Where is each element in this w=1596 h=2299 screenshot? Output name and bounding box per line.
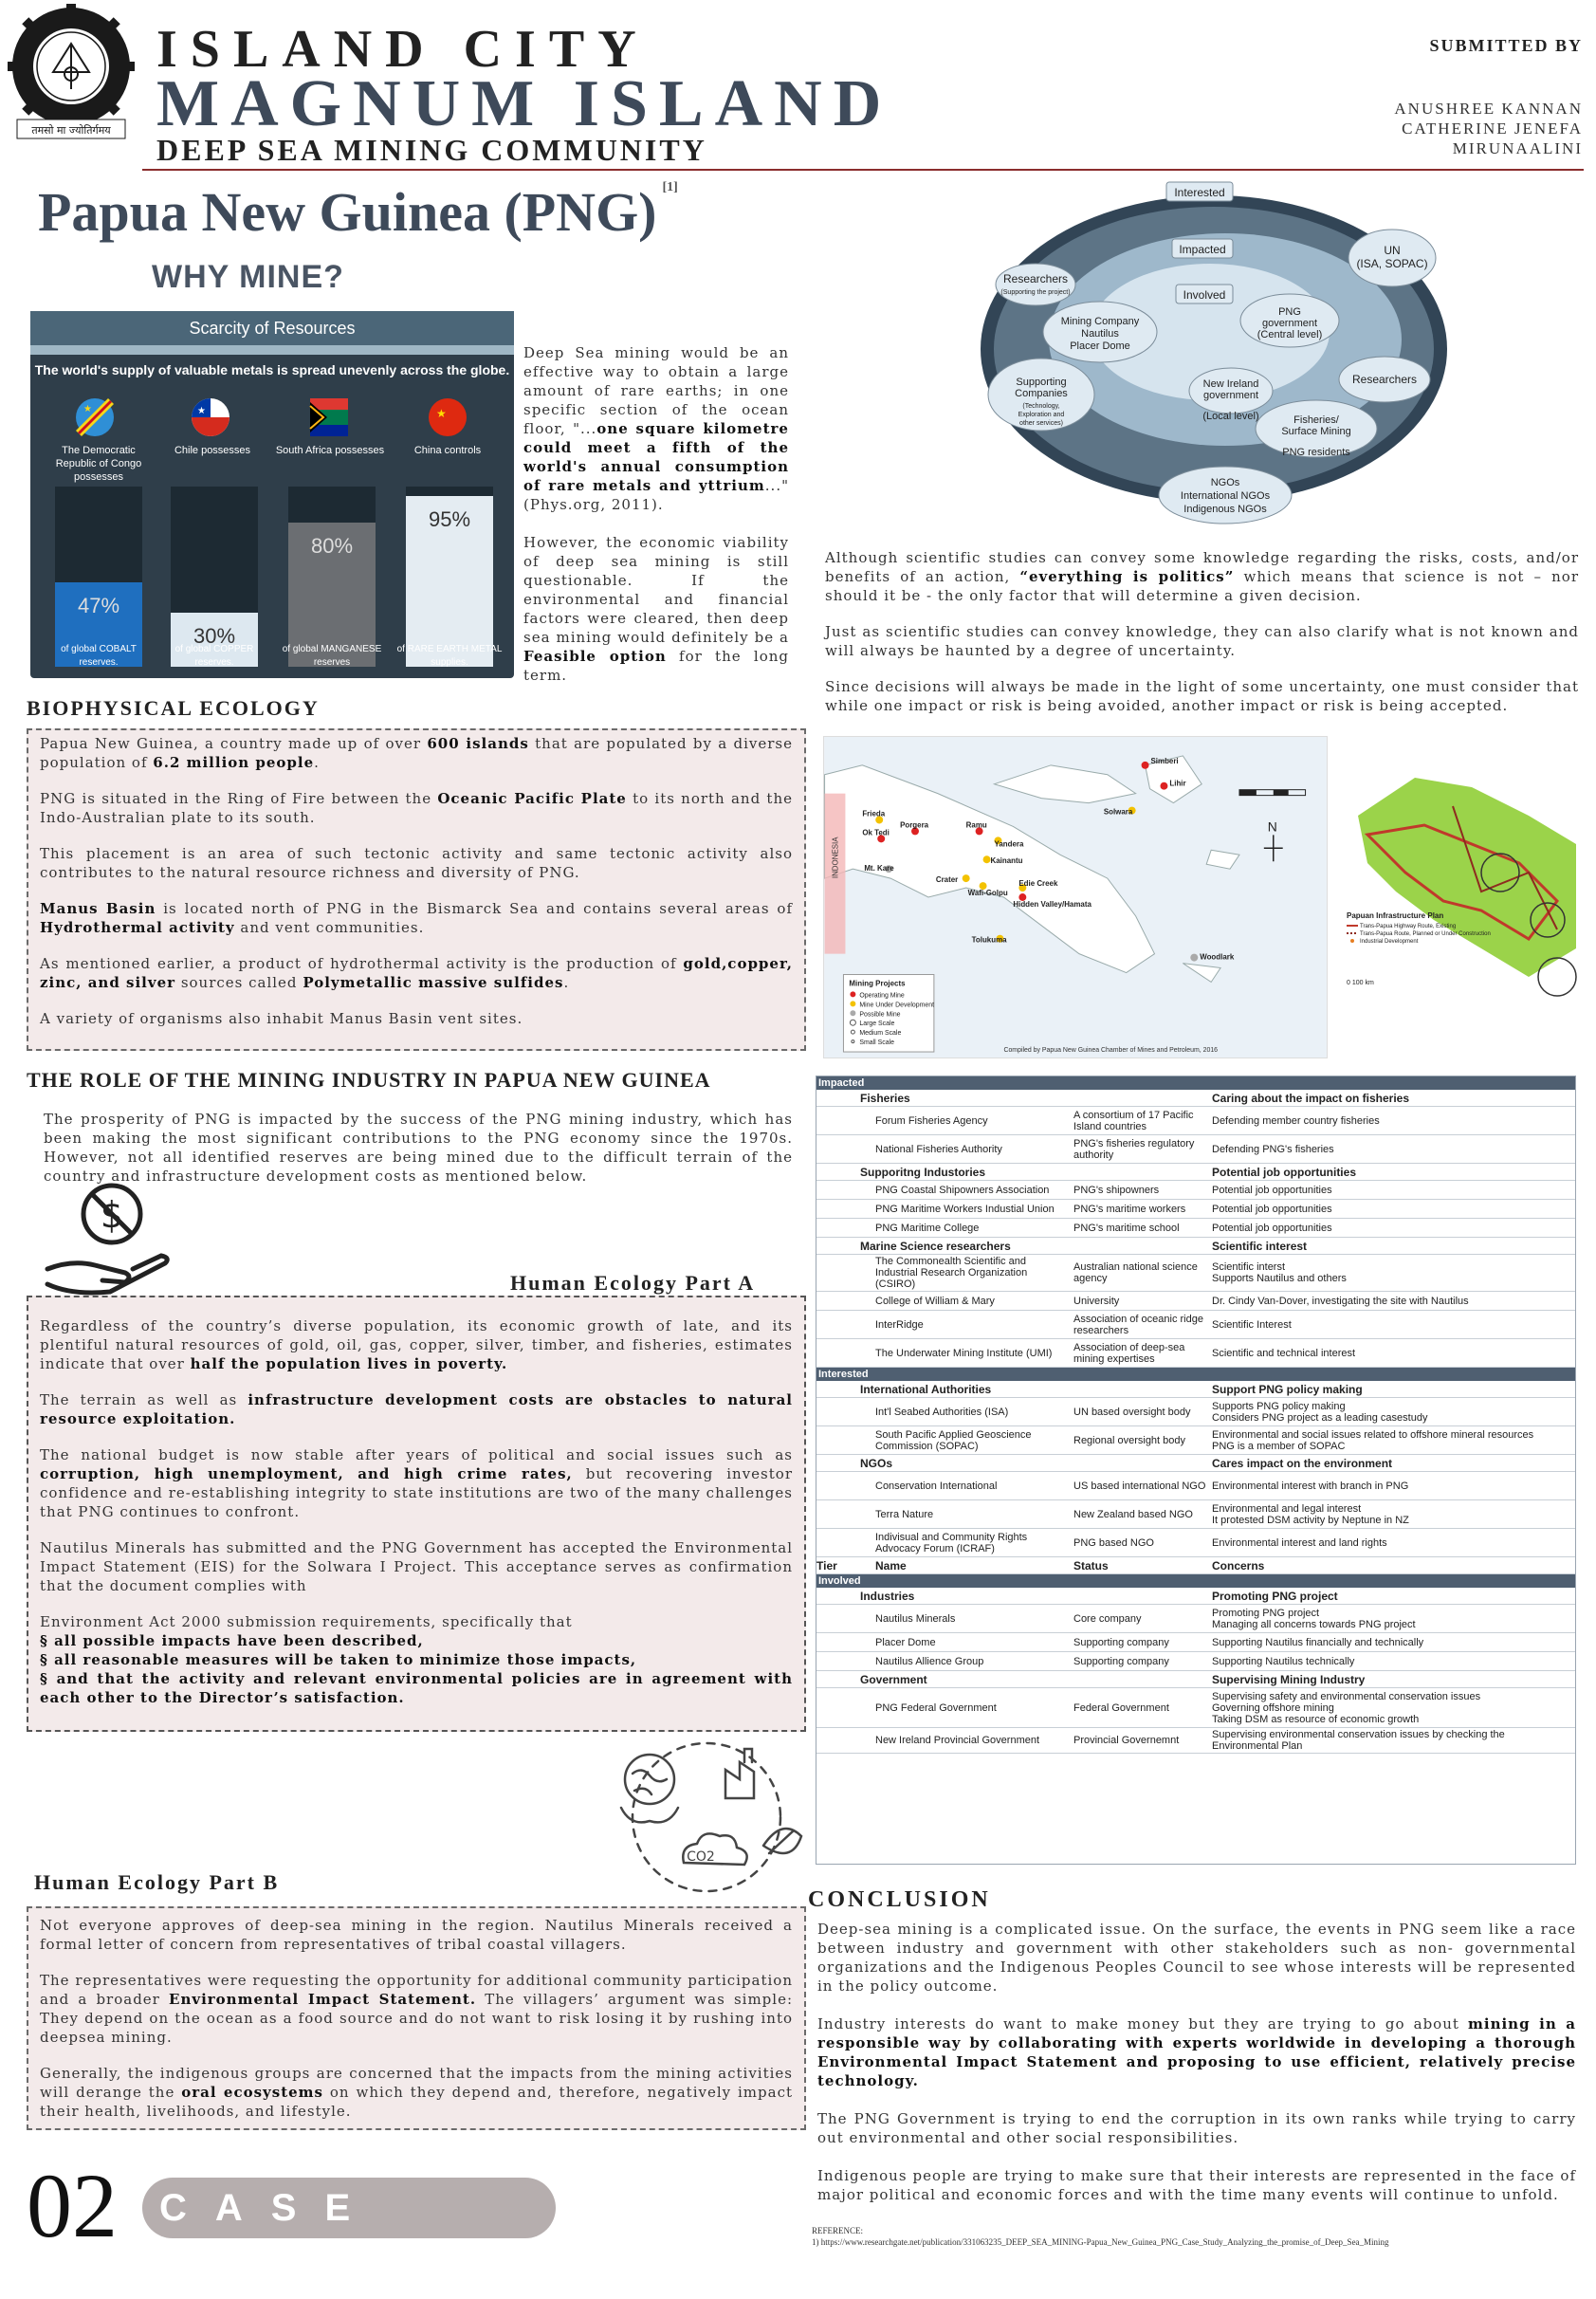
svg-text:Trans-Papua Route, Planned or: Trans-Papua Route, Planned or Under Construction xyxy=(1360,931,1491,937)
svg-text:Woodlark: Woodlark xyxy=(1200,952,1235,962)
table-cell: The Commonealth Scientific and Industrial Research Organization (CSIRO) xyxy=(875,1256,1028,1290)
hea-paragraph-4: Nautilus Minerals has submitted and the PNG Government has accepted the Environmental Impact Statement (EIS) for the Solwara I Project. This acceptance serves as confirmation that the document complies with xyxy=(40,1539,793,1594)
table-cell: New Zealand based NGO xyxy=(1073,1508,1193,1520)
table-row xyxy=(816,1200,1575,1219)
table-cell xyxy=(816,1255,834,1291)
table-cell xyxy=(816,1339,834,1367)
table-row xyxy=(816,1633,1575,1652)
reference-link[interactable]: 1) https://www.researchgate.net/publication/331063235_DEEP_SEA_MINING-Papua_New_Guinea_PNG_Case_Study_Analyzing_the_promise_of_Deep_Sea_Mining xyxy=(812,2237,1389,2247)
resource-label: of RARE EARTH METAL supplies. xyxy=(396,644,503,668)
table-cell: PNG based NGO xyxy=(1073,1536,1154,1549)
table-cell xyxy=(816,1671,834,1687)
diagram-interested: Interested xyxy=(1174,186,1225,199)
table-cell: Marine Science researchers xyxy=(860,1239,1011,1253)
table-cell: Supporting company xyxy=(1073,1655,1169,1667)
svg-text:(Central level): (Central level) xyxy=(1257,329,1323,340)
table-cell xyxy=(816,1500,834,1528)
politics-paragraph-1: Although scientific studies can convey some knowledge regarding the risks, costs, and/or benefits of an action, “everything is politics” which means that science is not – nor should it be - the only factor that will determine a given decision. xyxy=(825,549,1579,604)
table-cell: Defending PNG's fisheries xyxy=(1212,1143,1334,1155)
resource-percent: 30% xyxy=(193,624,236,648)
diagram-new-ireland: New Ireland xyxy=(1202,378,1259,390)
authors-list xyxy=(1394,99,1583,158)
svg-text:Companies: Companies xyxy=(1015,388,1068,399)
svg-text:Medium Scale: Medium Scale xyxy=(859,1030,902,1038)
infrastructure-map xyxy=(1339,759,1578,1007)
conclusion-paragraph-1: Deep-sea mining is a complicated issue. On the surface, the events in PNG seem like a race between industry and government with other stakeholders such as non- governmental organizations and the Indigenous Peoples Council to see whose interests will be represented in the policy outcome. xyxy=(817,1921,1576,1995)
bio-paragraph-6: A variety of organisms also inhabit Manus Basin vent sites. xyxy=(40,1010,523,1027)
submitted-by-label: SUBMITTED BY xyxy=(1429,36,1583,55)
table-cell xyxy=(816,1200,834,1218)
table-row xyxy=(816,1605,1575,1633)
svg-text:Small Scale: Small Scale xyxy=(859,1039,894,1047)
bio-paragraph-3: This placement is an area of such tectonic activity and same tectonic activity also contributes to the natural resource richness and diversity of PNG. xyxy=(40,845,793,881)
svg-text:Yandera: Yandera xyxy=(994,839,1024,849)
table-row xyxy=(816,1529,1575,1557)
table-row xyxy=(816,1107,1575,1135)
table-cell: Name xyxy=(875,1558,907,1573)
table-row xyxy=(816,1292,1575,1311)
svg-text:Solwara: Solwara xyxy=(1103,807,1133,817)
table-cell: A consortium of 17 Pacific Island countries xyxy=(1073,1109,1194,1132)
table-cell: Supports PNG policy making Considers PNG project as a leading casestudy xyxy=(1212,1400,1428,1424)
diagram-png-gov: PNG xyxy=(1278,306,1301,318)
resource-percent: 47% xyxy=(77,593,120,617)
table-group-row xyxy=(816,1164,1575,1181)
role-text: The prosperity of PNG is impacted by the success of the PNG mining industry, which has been making the most significant contributions to the PNG economy since the 1970s. However, not all identified reserves are being mined due to the difficult terrain of the country and infrastructure development costs as mentioned below. xyxy=(44,1111,793,1185)
table-cell: Cares impact on the environment xyxy=(1212,1456,1393,1470)
svg-text:★: ★ xyxy=(197,406,206,416)
table-cell: The Underwater Mining Institute (UMI) xyxy=(875,1347,1053,1359)
human-ecology-a-box xyxy=(27,1296,806,1732)
table-cell xyxy=(816,1472,834,1499)
svg-text:Simberi: Simberi xyxy=(1150,756,1179,765)
table-cell: Supporting company xyxy=(1073,1636,1169,1648)
table-cell: Dr. Cindy Van-Dover, investigating the site with Nautilus xyxy=(1212,1295,1469,1307)
politics-paragraph-2: Just as scientific studies can convey knowledge, they can also clarify what is not known and will always be haunted by a degree of uncertainty. xyxy=(825,623,1579,659)
table-cell: Caring about the impact on fisheries xyxy=(1212,1091,1410,1105)
table-cell: PNG's maritime school xyxy=(1073,1222,1180,1234)
table-cell: Core company xyxy=(1073,1612,1142,1625)
no-money-hand-icon xyxy=(44,1178,176,1301)
resource-label: of global COPPER reserves. xyxy=(174,644,254,668)
table-cell: Potential job opportunities xyxy=(1212,1222,1332,1234)
svg-text:Operating Mine: Operating Mine xyxy=(859,992,905,1000)
case-study-badge: CASE STUDY xyxy=(142,2178,556,2238)
table-group-row xyxy=(816,1588,1575,1605)
hea-paragraph-5: Environment Act 2000 submission requirements, specifically that xyxy=(40,1613,573,1630)
page-title: Papua New Guinea (PNG) [1] xyxy=(38,180,678,243)
svg-text:other services): other services) xyxy=(1019,420,1063,427)
table-cell xyxy=(1071,1381,1209,1397)
table-cell: Environmental and social issues related to offshore mineral resources PNG is a member of SOPAC xyxy=(1212,1428,1534,1452)
table-row xyxy=(816,1135,1575,1164)
table-cell: New Ireland Provincial Government xyxy=(875,1735,1040,1746)
header-magnum-island: MAGNUM ISLAND xyxy=(156,67,893,140)
infographic-subtitle: The world's supply of valuable metals is spread unevenly across the globe. xyxy=(34,362,510,377)
table-row xyxy=(816,1472,1575,1500)
environment-icon xyxy=(593,1741,820,1907)
table-row xyxy=(816,1728,1575,1754)
institute-logo xyxy=(4,6,138,140)
table-cell: PNG's shipowners xyxy=(1073,1184,1160,1196)
politics-paragraph-3: Since decisions will always be made in the light of some uncertainty, one must consider that while one impact or risk is being avoided, another impact or risk is being accepted. xyxy=(825,678,1580,714)
heb-paragraph-2: The representatives were requesting the opportunity for additional community participation and a broader Environmental Impact Statement. The villagers’ argument was simple: They depend on the ocean as a food source and do not want to risk losing it by rushing into deepsea mining. xyxy=(40,1972,793,2046)
svg-text:Hidden Valley/Hamata: Hidden Valley/Hamata xyxy=(1013,899,1092,909)
table-tier-header: Impacted xyxy=(816,1076,1575,1090)
table-cell: College of William & Mary xyxy=(875,1295,995,1307)
table-row xyxy=(816,1311,1575,1339)
why-paragraph-1: Deep Sea mining would be an effective way to obtain a large amount of rare earths; in one specific section of the ocean floor, "...one square kilometre could meet a fifth of the world's annual consumption of rare metals and yttrium..." (Phys.org, 2011). xyxy=(523,344,789,513)
svg-text:International NGOs: International NGOs xyxy=(1180,490,1271,502)
table-cell xyxy=(1071,1090,1209,1106)
table-cell: Potential job opportunities xyxy=(1212,1184,1332,1196)
table-cell xyxy=(816,1605,834,1632)
hea-bullet-1: § all possible impacts have been described, xyxy=(40,1632,424,1649)
table-cell xyxy=(816,1181,834,1199)
table-row xyxy=(816,1426,1575,1455)
table-cell: Supervising environmental conservation issues by checking the Environmental Plan xyxy=(1212,1729,1505,1752)
drc-flag-icon xyxy=(76,398,114,436)
conclusion-paragraph-4: Indigenous people are trying to make sure that their interests are represented in the face of major political and economic forces and with the time many events will continue to unfold. xyxy=(817,2167,1576,2203)
hea-paragraph-1: Regardless of the country’s diverse population, its economic growth of late, and its plentiful natural resources of gold, oil, gas, copper, silver, timber, and fisheries, estimates indicate that over half the population lives in poverty. xyxy=(40,1317,793,1372)
role-title: THE ROLE OF THE MINING INDUSTRY IN PAPUA NEW GUINEA xyxy=(27,1068,711,1092)
table-cell: UN based oversight body xyxy=(1073,1406,1191,1418)
country-label: South Africa possesses xyxy=(275,445,385,456)
logo-motto: तमसो मा ज्योतिर्गमय xyxy=(31,124,111,137)
why-mine-heading: WHY MINE? xyxy=(152,259,344,295)
table-cell xyxy=(816,1455,834,1471)
table-cell: Scientific and technical interest xyxy=(1212,1347,1356,1359)
country-label: Chile possesses xyxy=(174,445,251,456)
table-tier-header: Involved xyxy=(816,1574,1575,1588)
country-label: China controls xyxy=(413,445,482,456)
map-indonesia-label: INDONESIA xyxy=(831,837,840,879)
table-cell: Status xyxy=(1073,1558,1109,1573)
conclusion-paragraph-3: The PNG Government is trying to end the corruption in its own ranks while trying to carry out environmental and other social responsibilities. xyxy=(817,2110,1576,2146)
title-reference: [1] xyxy=(662,180,678,194)
infra-map-scale: 0 100 km xyxy=(1347,980,1374,986)
resource-bar xyxy=(288,487,376,667)
conclusion-title: CONCLUSION xyxy=(808,1887,991,1912)
table-cell: PNG Federal Government xyxy=(875,1701,997,1714)
table-group-row xyxy=(816,1238,1575,1255)
table-cell: Federal Government xyxy=(1073,1701,1169,1714)
table-group-row xyxy=(816,1455,1575,1472)
resource-percent: 95% xyxy=(428,506,471,531)
header-community: DEEP SEA MINING COMMUNITY xyxy=(156,133,707,167)
human-ecology-b-title: Human Ecology Part B xyxy=(34,1870,280,1894)
north-arrow-icon: N xyxy=(1267,818,1277,835)
table-cell: Scientific interst Supports Nautilus and others xyxy=(1212,1261,1347,1284)
table-cell: PNG's maritime workers xyxy=(1073,1203,1186,1215)
table-cell xyxy=(816,1164,834,1180)
svg-text:Crater: Crater xyxy=(935,875,959,885)
table-cell: Scientific interest xyxy=(1212,1239,1308,1253)
diagram-mining-company: Mining Company xyxy=(1060,316,1140,327)
svg-text:Ok Tedi: Ok Tedi xyxy=(862,828,890,837)
infographic-header: Scarcity of Resources xyxy=(30,311,514,345)
conclusion-paragraph-2: Industry interests do want to make money but they are trying to go about mining in a responsible way by collaborating with experts worldwide in developing a thorough Environmental Impact Statement and proposing to use efficient, relatively precise technology. xyxy=(817,2015,1576,2089)
table-cell: Placer Dome xyxy=(875,1636,936,1648)
table-cell: Support PNG policy making xyxy=(1212,1382,1363,1396)
hea-bullet-2: § all reasonable measures will be taken to minimize those impacts, xyxy=(40,1651,637,1668)
table-cell xyxy=(816,1238,834,1254)
bio-paragraph-5: As mentioned earlier, a product of hydrothermal activity is the production of gold,copper, zinc, and silver sources called Polymetallic massive sulfides. xyxy=(40,955,793,991)
table-cell: Supervising Mining Industry xyxy=(1212,1672,1366,1686)
resource-label: of global COBALT reserves. xyxy=(61,644,137,668)
table-cell: Forum Fisheries Agency xyxy=(875,1114,988,1127)
table-row xyxy=(816,1339,1575,1368)
reference xyxy=(812,2225,1389,2248)
svg-text:(Technology,: (Technology, xyxy=(1022,403,1060,410)
table-cell: Supervising safety and environmental conservation issues Governing offshore mining Taking DSM as resource of economic growth xyxy=(1212,1690,1481,1725)
table-cell: Promoting PNG project xyxy=(1212,1589,1338,1603)
table-row xyxy=(816,1398,1575,1426)
table-cell: Australian national science agency xyxy=(1073,1261,1198,1284)
table-cell: Concerns xyxy=(1212,1558,1265,1573)
diagram-un-sub: (ISA, SOPAC) xyxy=(1356,257,1428,270)
table-row xyxy=(816,1181,1575,1200)
svg-text:Placer Dome: Placer Dome xyxy=(1070,340,1130,352)
co2-label: CO2 xyxy=(687,1849,715,1865)
south-africa-flag-icon xyxy=(310,398,348,436)
table-column-header xyxy=(816,1557,1575,1574)
table-cell: Industries xyxy=(860,1589,915,1603)
table-cell: International Authorities xyxy=(860,1382,992,1396)
table-cell: South Pacific Applied Geoscience Commission (SOPAC) xyxy=(875,1428,1032,1452)
table-cell xyxy=(816,1529,834,1556)
table-cell: PNG Maritime College xyxy=(875,1222,980,1234)
table-cell xyxy=(816,1688,834,1727)
hea-bullet-3: § and that the activity and relevant environmental policies are in agreement with each other to the Director’s satisfaction. xyxy=(40,1670,793,1706)
table-cell: Indivisual and Community Rights Advocacy Forum (ICRAF) xyxy=(875,1531,1028,1554)
table-cell: PNG Maritime Workers Industial Union xyxy=(875,1203,1055,1215)
table-cell: PNG's fisheries regulatory authority xyxy=(1073,1137,1195,1161)
table-cell: PNG Coastal Shipowners Association xyxy=(875,1184,1050,1196)
table-cell xyxy=(816,1633,834,1651)
table-cell: University xyxy=(1073,1295,1120,1307)
politics-text xyxy=(825,548,1579,732)
table-cell xyxy=(816,1652,834,1670)
table-cell xyxy=(816,1135,834,1163)
svg-text:Frieda: Frieda xyxy=(862,809,886,818)
table-row xyxy=(816,1219,1575,1238)
svg-text:Surface Mining: Surface Mining xyxy=(1281,426,1351,437)
author: ANUSHREE KANNAN xyxy=(1394,100,1583,118)
table-cell: Tier xyxy=(816,1558,837,1573)
table-cell: Scientific Interest xyxy=(1212,1318,1292,1331)
table-cell: Nautilus Minerals xyxy=(875,1612,956,1625)
svg-text:Edie Creek: Edie Creek xyxy=(1018,879,1058,889)
resource-bar xyxy=(55,487,142,667)
svg-text:Mine Under Development: Mine Under Development xyxy=(859,1002,935,1009)
table-cell: Int'l Seabed Authorities (ISA) xyxy=(875,1406,1009,1418)
map-legend-title: Mining Projects xyxy=(849,979,906,988)
table-row xyxy=(816,1255,1575,1292)
table-row xyxy=(816,1688,1575,1728)
table-group-row xyxy=(816,1090,1575,1107)
svg-text:Large Scale: Large Scale xyxy=(859,1021,895,1028)
table-cell: InterRidge xyxy=(875,1318,924,1331)
diagram-researchers-outer-sub: (Supporting the project) xyxy=(1000,289,1071,296)
svg-text:government: government xyxy=(1202,390,1259,401)
table-cell: NGOs xyxy=(860,1456,893,1470)
table-cell: National Fisheries Authority xyxy=(875,1143,1002,1155)
header-divider xyxy=(142,169,1584,171)
svg-text:Indigenous NGOs: Indigenous NGOs xyxy=(1183,504,1267,515)
bio-paragraph-1: Papua New Guinea, a country made up of over 600 islands that are populated by a diverse population of 6.2 million people. xyxy=(40,735,793,771)
heb-paragraph-3: Generally, the indigenous groups are concerned that the impacts from the mining activities will derange the oral ecosystems on which they depend and, therefore, negatively impact their health, livelihoods, and lifestyle. xyxy=(40,2065,794,2120)
table-tier-header: Interested xyxy=(816,1368,1575,1381)
table-cell: Environmental and legal interest It protested DSM activity by Neptune in NZ xyxy=(1212,1502,1409,1526)
svg-text:government: government xyxy=(1261,318,1318,329)
table-cell xyxy=(1071,1164,1209,1180)
bio-paragraph-4: Manus Basin is located north of PNG in the Bismarck Sea and contains several areas of Hydrothermal activity and vent communities. xyxy=(40,900,794,936)
infographic-band xyxy=(30,345,514,355)
resource-percent: 80% xyxy=(310,534,354,558)
svg-text:★: ★ xyxy=(83,404,92,414)
table-cell: Association of deep-sea mining expertises xyxy=(1073,1341,1185,1365)
china-flag-icon xyxy=(429,398,467,436)
infra-map-title: Papuan Infrastructure Plan xyxy=(1347,911,1444,920)
biophysical-title: BIOPHYSICAL ECOLOGY xyxy=(27,696,320,720)
table-cell: Supporitng Industories xyxy=(860,1165,985,1179)
table-cell: Potential job opportunities xyxy=(1212,1165,1356,1179)
why-mine-text xyxy=(523,343,789,704)
table-cell xyxy=(1071,1455,1209,1471)
table-cell: Regional oversight body xyxy=(1073,1434,1186,1446)
resource-label: of global MANGANESE reserves xyxy=(282,644,382,668)
table-cell xyxy=(816,1090,834,1106)
human-ecology-a-title: Human Ecology Part A xyxy=(510,1271,756,1295)
table-cell xyxy=(1071,1238,1209,1254)
table-cell xyxy=(816,1588,834,1604)
svg-text:Tolukuma: Tolukuma xyxy=(971,935,1007,945)
biophysical-box xyxy=(27,728,806,1051)
svg-text:Possible Mine: Possible Mine xyxy=(859,1011,901,1019)
svg-text:Exploration and: Exploration and xyxy=(1018,412,1065,418)
table-cell xyxy=(816,1311,834,1338)
mining-projects-map xyxy=(823,736,1328,1058)
svg-text:Kainantu: Kainantu xyxy=(990,856,1023,866)
svg-text:Ramu: Ramu xyxy=(965,820,987,830)
diagram-local-level: (Local level) xyxy=(1202,411,1259,422)
svg-text:Lihir: Lihir xyxy=(1169,779,1186,788)
diagram-involved: Involved xyxy=(1183,288,1226,302)
table-cell: Association of oceanic ridge researchers xyxy=(1073,1313,1203,1336)
diagram-png-residents: PNG residents xyxy=(1282,447,1350,458)
svg-text:Industrial Development: Industrial Development xyxy=(1360,939,1419,945)
heb-paragraph-1: Not everyone approves of deep-sea mining in the region. Nautilus Minerals received a formal letter of concern from representatives of tribal coastal villagers. xyxy=(40,1917,793,1953)
stakeholder-diagram xyxy=(977,176,1451,532)
svg-text:Trans-Papua Highway Route, Exi: Trans-Papua Highway Route, Existing xyxy=(1360,924,1457,929)
table-cell xyxy=(816,1398,834,1425)
diagram-impacted: Impacted xyxy=(1179,243,1226,256)
table-cell: Environmental interest and land rights xyxy=(1212,1536,1387,1549)
stakeholder-table xyxy=(816,1076,1576,1865)
table-cell xyxy=(816,1107,834,1134)
table-group-row xyxy=(816,1381,1575,1398)
table-row xyxy=(816,1500,1575,1529)
table-cell xyxy=(816,1426,834,1454)
table-cell xyxy=(816,1728,834,1753)
table-cell: Supporting Nautilus technically xyxy=(1212,1655,1355,1667)
header-island-city: ISLAND CITY xyxy=(156,20,650,79)
hea-paragraph-3: The national budget is now stable after years of political and social issues such as corruption, high unemployment, and high crime rates, but recovering investor confidence and re-establishing integrity to state institutions are two of the many challenges that PNG continues to confront. xyxy=(40,1446,793,1520)
scarcity-infographic xyxy=(30,311,514,678)
svg-text:Nautilus: Nautilus xyxy=(1081,328,1119,340)
svg-text:Wafi-Golpu: Wafi-Golpu xyxy=(967,889,1008,898)
table-cell: Environmental interest with branch in PNG xyxy=(1212,1480,1409,1492)
human-ecology-b-box xyxy=(27,1906,806,2130)
table-cell: Nautilus Allience Group xyxy=(875,1655,984,1667)
conclusion-text xyxy=(817,1920,1576,2223)
svg-text:★: ★ xyxy=(436,407,447,420)
table-row xyxy=(816,1652,1575,1671)
diagram-un: UN xyxy=(1384,244,1401,257)
table-cell: Provincial Governemnt xyxy=(1073,1735,1180,1746)
table-group-row xyxy=(816,1671,1575,1688)
why-paragraph-2: However, the economic viability of deep sea mining is still questionable. If the environmental and financial factors were cleared, then deep sea mining would definitely be a Feasible option for the long term. xyxy=(523,534,789,684)
chile-flag-icon xyxy=(192,398,229,436)
table-cell: Promoting PNG project Managing all concerns towards PNG project xyxy=(1212,1607,1416,1630)
svg-text:$: $ xyxy=(100,1194,124,1236)
table-cell: Conservation International xyxy=(875,1480,998,1492)
table-cell xyxy=(1071,1588,1209,1604)
table-cell: Government xyxy=(860,1672,927,1686)
table-cell: Fisheries xyxy=(860,1091,910,1105)
country-label: The Democratic Republic of Congo possesses xyxy=(55,445,142,483)
diagram-fisheries: Fisheries/ xyxy=(1293,414,1339,426)
reference-label: REFERENCE: xyxy=(812,2226,864,2235)
diagram-ngos: NGOs xyxy=(1210,477,1240,488)
table-cell xyxy=(816,1219,834,1237)
diagram-supporting: Supporting xyxy=(1016,377,1067,388)
bio-paragraph-2: PNG is situated in the Ring of Fire between the Oceanic Pacific Plate to its north and the Indo-Australian plate to its south. xyxy=(40,790,793,826)
diagram-researchers-right: Researchers xyxy=(1351,373,1418,386)
author: CATHERINE JENEFA xyxy=(1402,120,1583,138)
table-cell: US based international NGO xyxy=(1073,1480,1206,1492)
table-cell xyxy=(816,1381,834,1397)
map-credit: Compiled by Papua New Guinea Chamber of Mines and Petroleum, 2016 xyxy=(1003,1047,1219,1055)
author: MIRUNAALINI xyxy=(1452,139,1583,157)
table-cell: Defending member country fisheries xyxy=(1212,1114,1380,1127)
page-number: 02 xyxy=(27,2155,118,2256)
table-cell: Potential job opportunities xyxy=(1212,1203,1332,1215)
svg-text:Mt. Kare: Mt. Kare xyxy=(864,864,894,874)
table-cell: Supporting Nautilus financially and technically xyxy=(1212,1636,1424,1648)
table-cell xyxy=(816,1292,834,1310)
table-cell: Terra Nature xyxy=(875,1508,934,1520)
hea-paragraph-2: The terrain as well as infrastructure development costs are obstacles to natural resource exploitation. xyxy=(40,1391,793,1427)
svg-text:Porgera: Porgera xyxy=(900,820,929,830)
table-cell xyxy=(1071,1671,1209,1687)
diagram-researchers-outer: Researchers xyxy=(1002,272,1069,285)
